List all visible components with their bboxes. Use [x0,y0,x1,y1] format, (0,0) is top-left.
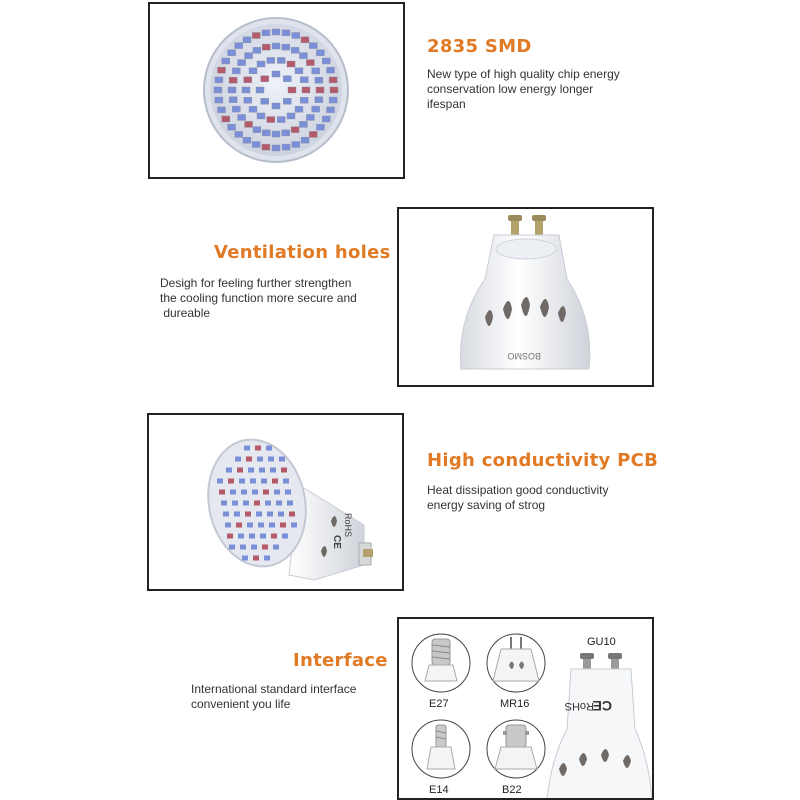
e14-label: E14 [429,784,449,796]
led-chip [272,71,280,77]
bulb-side-view-image [399,209,652,385]
led-chip [327,107,335,113]
led-chip [244,446,250,451]
description-line: the cooling function more secure and [160,291,357,305]
led-chip [262,144,270,150]
led-chip [272,103,280,109]
led-chip [251,545,257,550]
led-chip [253,47,261,53]
description-line: convenient you life [191,697,291,711]
led-chip [235,457,241,462]
led-chip [242,87,250,93]
led-chip [312,68,320,74]
led-chip [272,145,280,151]
led-chip [282,30,290,36]
section-heading-ventilation: Ventilation holes [214,242,391,263]
led-chip [299,121,307,127]
led-chip [248,468,254,473]
section-heading-interface: Interface [293,650,388,671]
led-chip [262,44,270,50]
led-chip [261,98,269,104]
led-chip [256,87,264,93]
description-line: dureable [160,306,211,320]
led-chip [238,114,246,120]
led-chip [244,77,252,83]
led-chip [315,97,323,103]
led-chip [229,77,237,83]
led-chip [264,556,270,561]
led-chip [280,523,286,528]
led-chip [295,68,303,74]
led-chip [241,490,247,495]
led-chip [279,457,285,462]
led-chip [322,58,330,64]
led-chip [232,501,238,506]
led-chip [253,127,261,133]
led-chip [257,113,265,119]
led-chip [282,534,288,539]
led-chip [316,87,324,93]
led-chip [236,523,242,528]
gu10-rohs-marking: RoHS [564,700,594,712]
led-chip [309,131,317,137]
led-chip [254,501,260,506]
led-chip [306,114,314,120]
led-chip [243,137,251,143]
led-chip [228,479,234,484]
gu10-label: GU10 [587,636,616,648]
led-chip [287,113,295,119]
led-chip [309,43,317,49]
led-chip [247,523,253,528]
led-chip [282,144,290,150]
led-chip [228,124,236,130]
led-chip [291,127,299,133]
led-chip [272,43,280,49]
led-chip [300,77,308,83]
led-chip [268,457,274,462]
led-chip [217,479,223,484]
led-chip [257,457,263,462]
led-chip [277,117,285,123]
led-chip [272,479,278,484]
led-chip [250,479,256,484]
description-line: Heat dissipation good conductivity [427,483,609,497]
led-chip [235,131,243,137]
smd-image-frame [148,2,405,179]
ventilation-image-frame [397,207,654,387]
led-chip [289,512,295,517]
led-chip [266,446,272,451]
led-chip [225,523,231,528]
b22-label: B22 [502,784,522,796]
led-chip [292,142,300,148]
bulb-angled-view-image [149,415,402,589]
led-chip [217,107,225,113]
led-chip [277,57,285,63]
led-chip [295,106,303,112]
led-chip [246,457,252,462]
led-chip [273,545,279,550]
led-chip [222,58,230,64]
led-chip [253,556,259,561]
led-chip [312,106,320,112]
led-chip [228,87,236,93]
led-chip [272,131,280,137]
led-chip [288,87,296,93]
led-chip [329,97,337,103]
led-chip [252,142,260,148]
led-chip [245,512,251,517]
description-line: New type of high quality chip energy [427,67,620,81]
led-chip [223,512,229,517]
section-description-interface [191,682,356,712]
section-description-smd [427,67,620,112]
mr16-label: MR16 [500,698,530,710]
led-chip [255,446,261,451]
description-line: Desigh for feeling further strengthen [160,276,352,290]
led-chip [282,130,290,136]
rohs-marking: RoHS [343,513,353,538]
led-chip [252,32,260,38]
led-chip [261,76,269,82]
led-chip [285,490,291,495]
led-chip [316,124,324,130]
led-chip [245,121,253,127]
led-chip [243,37,251,43]
led-chip [256,512,262,517]
e27-label: E27 [429,698,449,710]
description-line: conservation low energy longer [427,82,594,96]
section-heading-pcb: High conductivity PCB [427,450,659,471]
led-chip [271,534,277,539]
led-chip [221,501,227,506]
interface-image-frame [397,617,654,800]
led-chip [249,534,255,539]
led-chip [257,61,265,67]
led-chip [252,490,258,495]
led-chip [243,501,249,506]
led-chip [263,490,269,495]
led-chip [232,68,240,74]
led-chip [214,87,222,93]
led-chip [316,50,324,56]
led-chip [281,468,287,473]
led-chip [283,98,291,104]
led-chip [258,523,264,528]
led-chip [261,479,267,484]
led-chip [276,501,282,506]
led-chip [215,97,223,103]
led-chip [287,501,293,506]
led-chip [269,523,275,528]
led-chip [234,512,240,517]
led-chip [215,77,223,83]
led-chip [238,60,246,66]
led-chip [226,468,232,473]
led-chip [306,60,314,66]
led-chip [267,512,273,517]
led-chip [291,523,297,528]
led-chip [242,556,248,561]
led-chip [267,117,275,123]
brand-marking: BOSMO [507,351,541,361]
gu10-ce-marking: CE [592,698,612,714]
led-chip [272,29,280,35]
section-description-pcb [427,483,608,513]
led-chip [282,44,290,50]
led-chip [240,545,246,550]
led-chip [232,106,240,112]
led-chip-plate-image [150,4,403,177]
led-chip [301,137,309,143]
led-chip [265,501,271,506]
led-chip [259,468,265,473]
led-chip [283,76,291,82]
led-chip [229,97,237,103]
led-chip [222,116,230,122]
gu10-bulb [547,669,652,800]
led-chip [237,468,243,473]
led-chip [244,97,252,103]
led-chip [291,47,299,53]
led-chip [322,116,330,122]
led-chip [235,43,243,49]
led-chip [249,68,257,74]
led-chip [329,77,337,83]
led-chip [315,77,323,83]
led-chip [228,50,236,56]
led-chip [238,534,244,539]
interface-types-image [399,619,652,800]
pcb-image-frame [147,413,404,591]
led-chip [249,106,257,112]
section-heading-smd: 2835 SMD [427,36,532,57]
led-chip [327,67,335,73]
description-line: International standard interface [191,682,357,696]
led-chip [330,87,338,93]
led-chip [292,32,300,38]
led-chip [260,534,266,539]
section-description-ventilation [160,276,357,321]
led-chip [262,130,270,136]
description-line: energy saving of strog [427,498,546,512]
ce-marking: CE [331,535,342,549]
led-chip [299,53,307,59]
led-chip [267,57,275,63]
led-chip [287,61,295,67]
led-chip [302,87,310,93]
led-chip [270,468,276,473]
led-chip [239,479,245,484]
description-line: ifespan [427,97,466,111]
led-chip [229,545,235,550]
led-chip [217,67,225,73]
led-chip [219,490,225,495]
led-chip [274,490,280,495]
led-chip [227,534,233,539]
led-chip [283,479,289,484]
led-chip [301,37,309,43]
led-chip [262,545,268,550]
led-chip [245,53,253,59]
led-chip [300,97,308,103]
led-chip [262,30,270,36]
led-chip [278,512,284,517]
led-chip [230,490,236,495]
